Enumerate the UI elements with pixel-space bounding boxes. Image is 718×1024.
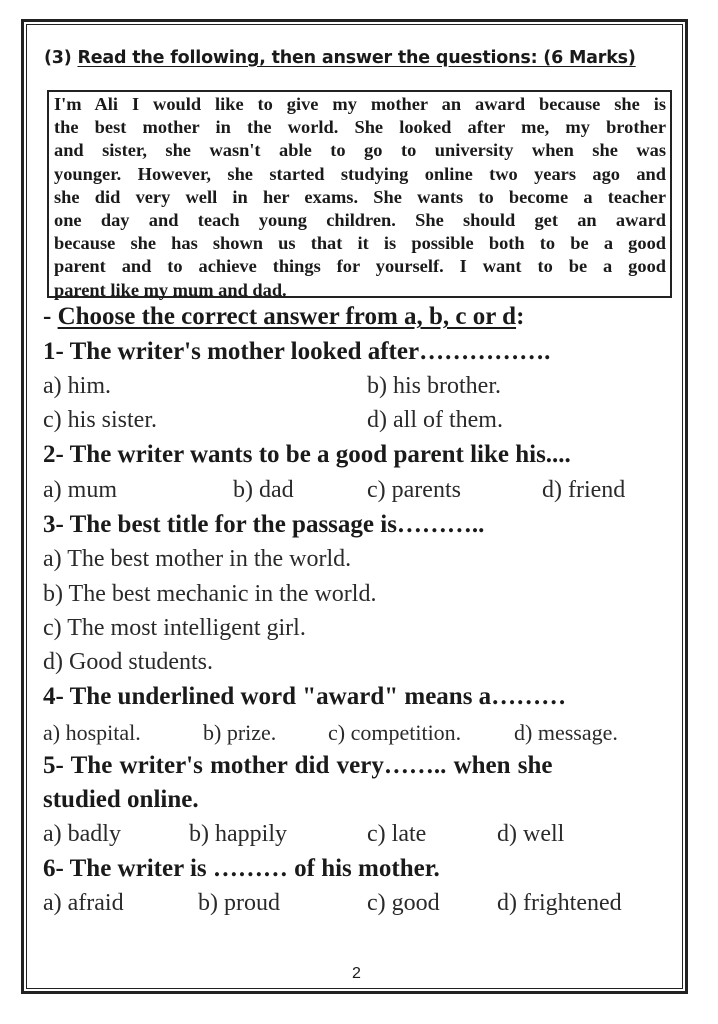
passage-line: parent like my mum and dad. [54,279,287,300]
question-5-option-c[interactable]: c) late [367,821,427,847]
question-2-option-b[interactable]: b) dad [233,477,294,503]
question-5-stem-line-2: studied online. [43,786,199,813]
question-5-option-a[interactable]: a) badly [43,821,121,847]
question-4-option-a[interactable]: a) hospital. [43,720,141,745]
page-number: 2 [352,965,361,982]
passage-line: parent and to achieve things for yourself. I want to be a good [54,256,666,277]
question-3-option-c[interactable]: c) The most intelligent girl. [43,615,306,641]
passage-line: she did very well in her exams. She wants to become a teacher [54,186,666,207]
question-4-option-d[interactable]: d) message. [514,720,618,745]
passage-line: younger. However, she started studying online two years ago and [54,163,666,184]
section-heading [44,48,636,68]
passage-line: and sister, she wasn't able to go to university when she was [54,140,666,161]
question-2-stem: 2- The writer wants to be a good parent like his.... [43,441,571,468]
question-6-option-a[interactable]: a) afraid [43,890,124,916]
question-4-stem: 4- The underlined word "award" means a……… [43,683,567,710]
question-6-option-c[interactable]: c) good [367,890,440,916]
section-title: Read the following, then answer the questions: (6 Marks) [77,48,636,68]
question-1-option-c[interactable]: c) his sister. [43,407,157,433]
instruction-prefix: - [43,303,58,330]
reading-passage [47,90,672,298]
question-5-option-b[interactable]: b) happily [189,821,287,847]
question-3-option-a[interactable]: a) The best mother in the world. [43,546,352,572]
question-1-option-b[interactable]: b) his brother. [367,373,501,399]
question-4-option-c[interactable]: c) competition. [328,720,462,745]
question-4-option-b[interactable]: b) prize. [203,720,277,745]
instruction-suffix: : [516,303,525,330]
question-6-stem: 6- The writer is ……… of his mother. [43,855,440,882]
passage-line: the best mother in the world. She looked after me, my brother [54,117,666,138]
instruction-text: Choose the correct answer from a, b, c or d [57,303,517,330]
question-3-option-b[interactable]: b) The best mechanic in the world. [43,581,377,607]
section-number: (3) [44,48,72,68]
question-2-option-c[interactable]: c) parents [367,477,461,503]
question-5-stem-line-1: 5- The writer's mother did very…….. when she [43,752,553,779]
question-5-option-d[interactable]: d) well [497,821,565,847]
instruction [43,303,524,331]
question-1-stem: 1- The writer's mother looked after……………. [43,338,551,365]
question-2-option-a[interactable]: a) mum [43,477,117,503]
question-3-option-d[interactable]: d) Good students. [43,649,213,675]
passage-line: because she has shown us that it is possible both to be a good [54,233,666,254]
question-1-option-a[interactable]: a) him. [43,373,111,399]
question-1-option-d[interactable]: d) all of them. [367,407,503,433]
question-3-stem: 3- The best title for the passage is……….. [43,511,485,538]
passage-line: one day and teach young children. She should get an award [54,210,666,231]
question-2-option-d[interactable]: d) friend [542,477,626,503]
passage-line: I'm Ali I would like to give my mother an award because she is [54,94,666,114]
question-6-option-b[interactable]: b) proud [198,890,280,916]
question-6-option-d[interactable]: d) frightened [497,890,622,916]
